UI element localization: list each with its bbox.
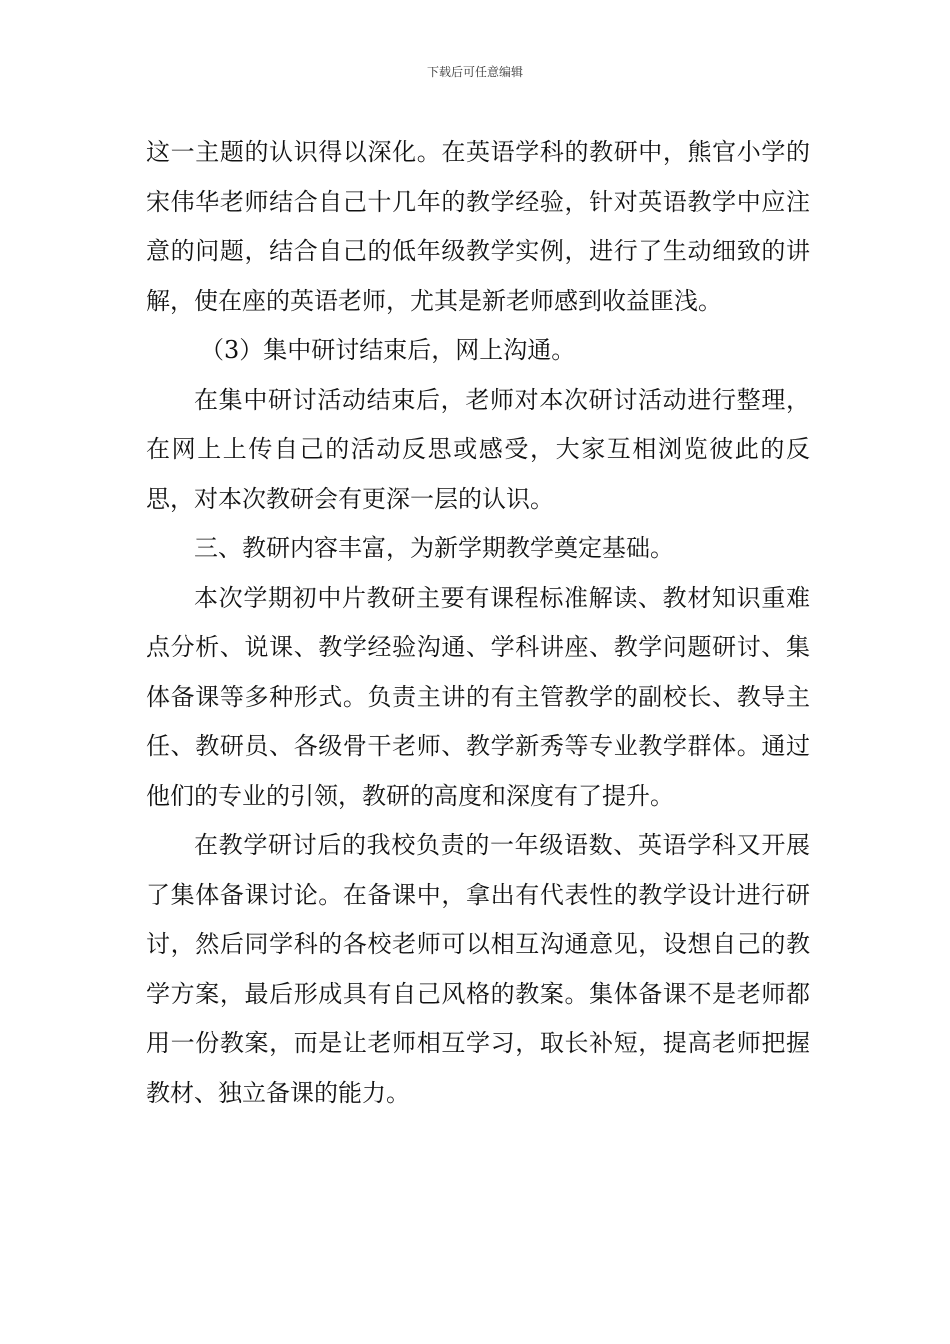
paragraph-subheading: （3）集中研讨结束后，网上沟通。 [200, 336, 576, 364]
paragraph: 在集中研讨活动结束后，老师对本次研讨活动进行整理，在网上上传自己的活动反思或感受，大家互相浏览彼此的反思，对本次教研会有更深一层的认识。 [146, 385, 810, 513]
paragraph: 在教学研讨后的我校负责的一年级语数、英语学科又开展了集体备课讨论。在备课中，拿出有代表性的教学设计进行研讨，然后同学科的各校老师可以相互沟通意见，设想自己的教学方案，最后形成具有自己风格的教案。集体备课不是老师都用一份教案，而是让老师相互学习，取长补短，提高老师把握教材、独立备课的能力。 [146, 831, 810, 1107]
page-header: 下载后可任意编辑 [426, 65, 523, 79]
paragraph: 本次学期初中片教研主要有课程标准解读、教材知识重难点分析、说课、教学经验沟通、学科讲座、教学问题研讨、集体备课等多种形式。负责主讲的有主管教学的副校长、教导主任、教研员、各级骨干老师、教学新秀等专业教学群体。通过他们的专业的引领，教研的高度和深度有了提升。 [146, 583, 810, 810]
paragraph-continued: 这一主题的认识得以深化。在英语学科的教研中，熊官小学的宋伟华老师结合自己十几年的教学经验，针对英语教学中应注意的问题，结合自己的低年级教学实例，进行了生动细致的讲解，使在座的英语老师，尤其是新老师感到收益匪浅。 [146, 138, 810, 315]
section-heading: 三、教研内容丰富，为新学期教学奠定基础。 [194, 534, 674, 562]
document-body [146, 128, 810, 1118]
